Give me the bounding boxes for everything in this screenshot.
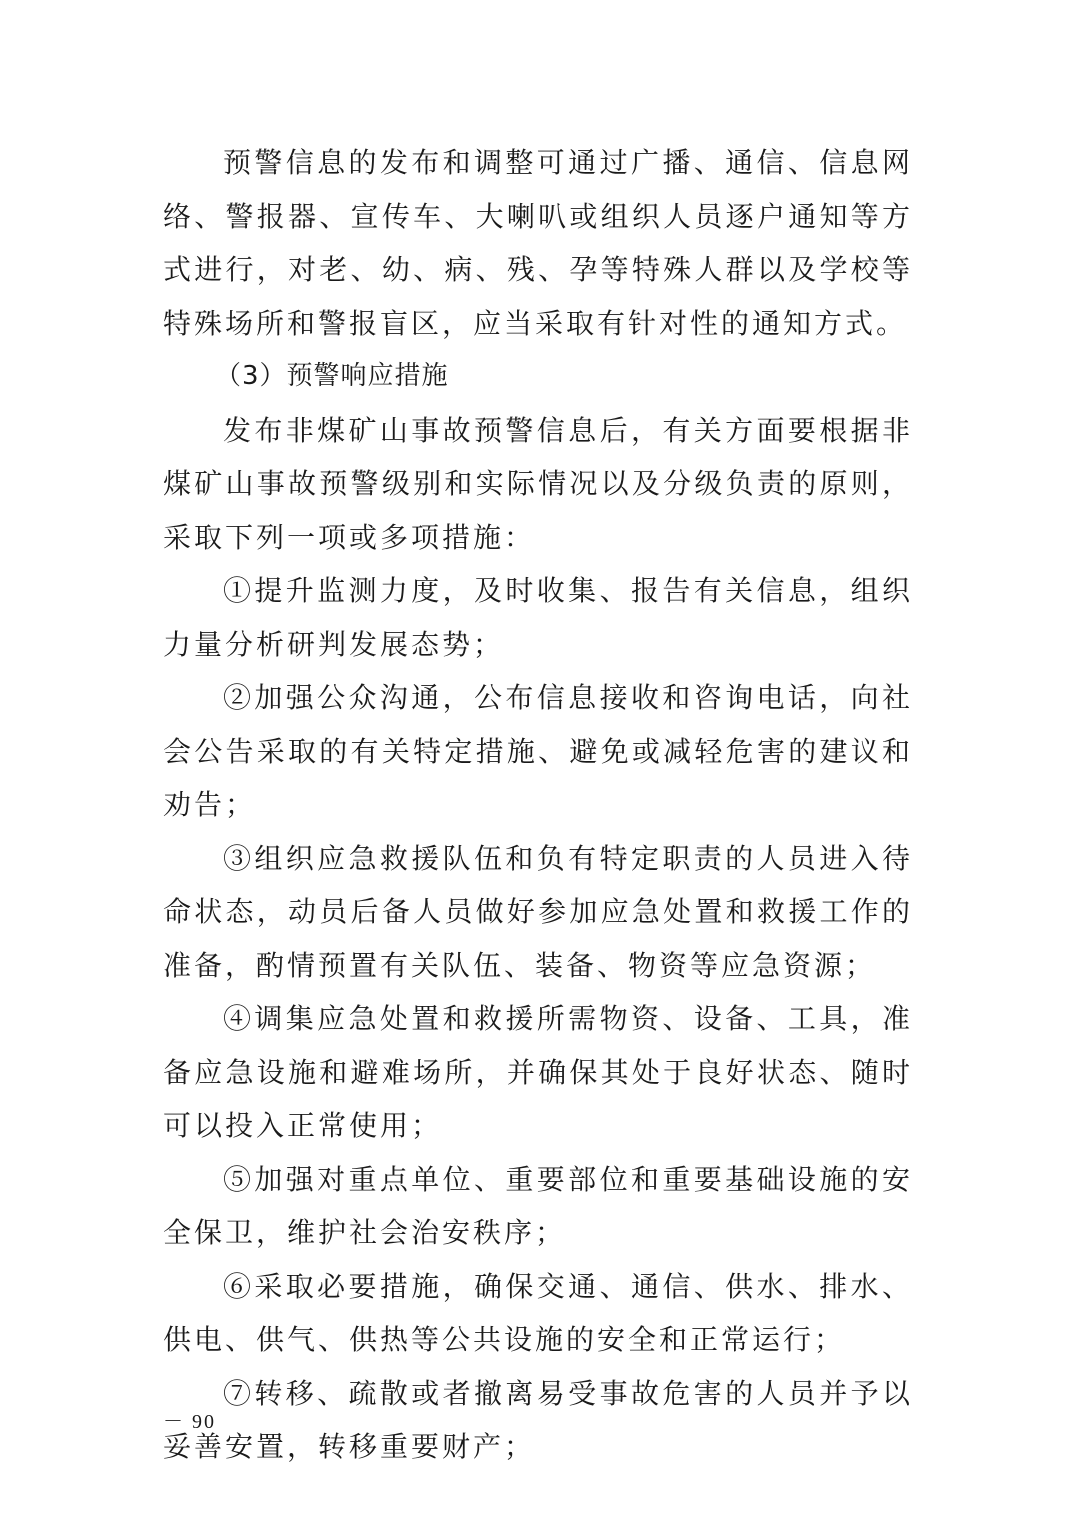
page-number: － 90 xyxy=(163,1411,216,1433)
list-item-measure-7: ⑦转移、疏散或者撤离易受事故危害的人员并予以妥善安置，转移重要财产； xyxy=(163,1376,913,1463)
paragraph-warning-release: 预警信息的发布和调整可通过广播、通信、信息网络、警报器、宣传车、大喇叭或组织人员逐户通知等方式进行，对老、幼、病、残、孕等特殊人群以及学校等特殊场所和警报盲区，应当采取有针对性的通知方式。 xyxy=(163,146,913,340)
list-item-measure-5: ⑤加强对重点单位、重要部位和重要基础设施的安全保卫，维护社会治安秩序； xyxy=(163,1162,913,1249)
document-body xyxy=(163,136,913,1474)
list-item-measure-1: ①提升监测力度，及时收集、报告有关信息，组织力量分析研判发展态势； xyxy=(163,574,913,661)
list-item-measure-3: ③组织应急救援队伍和负有特定职责的人员进入待命状态，动员后备人员做好参加应急处置和救援工作的准备，酌情预置有关队伍、装备、物资等应急资源； xyxy=(163,841,913,982)
list-item-measure-6: ⑥采取必要措施，确保交通、通信、供水、排水、供电、供气、供热等公共设施的安全和正常运行； xyxy=(163,1269,913,1356)
list-item-measure-2: ②加强公众沟通，公布信息接收和咨询电话，向社会公告采取的有关特定措施、避免或减轻危害的建议和劝告； xyxy=(163,681,913,821)
section-heading-warning-response: （3）预警响应措施 xyxy=(215,361,449,391)
list-item-measure-4: ④调集应急处置和救援所需物资、设备、工具，准备应急设施和避难场所，并确保其处于良好状态、随时可以投入正常使用； xyxy=(163,1002,913,1142)
paragraph-warning-measures-intro: 发布非煤矿山事故预警信息后，有关方面要根据非煤矿山事故预警级别和实际情况以及分级负责的原则，采取下列一项或多项措施： xyxy=(163,413,913,554)
